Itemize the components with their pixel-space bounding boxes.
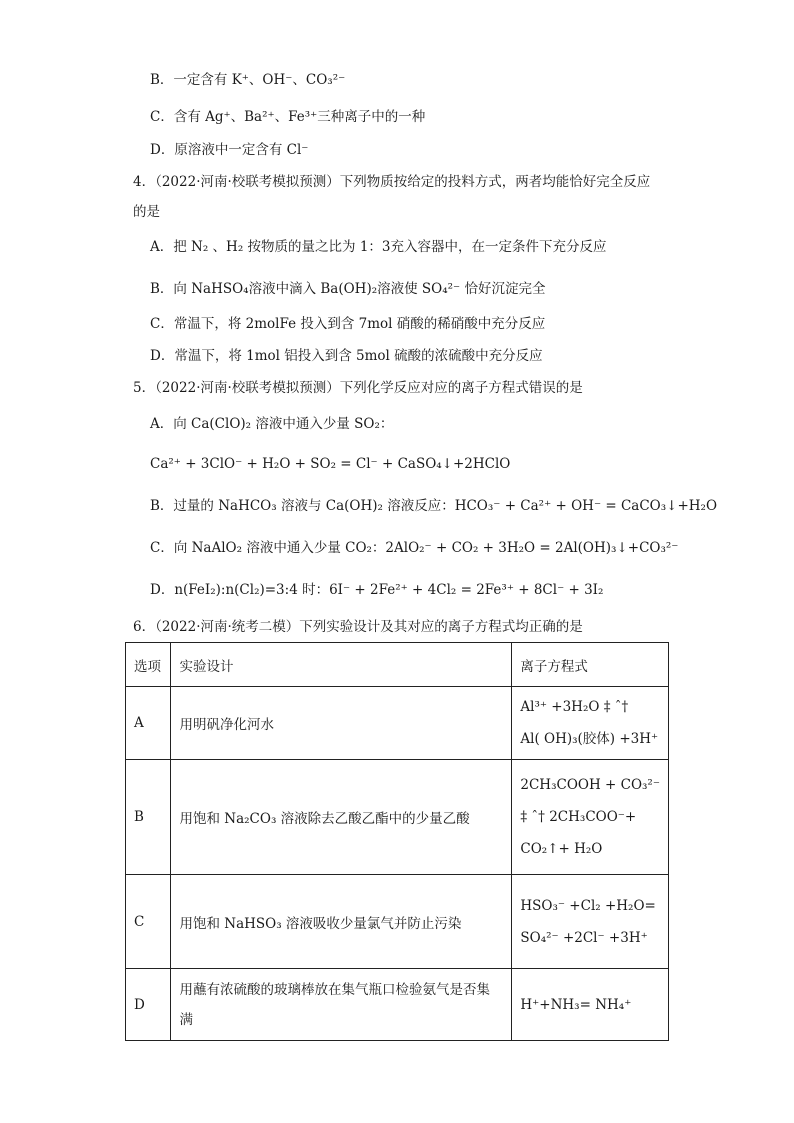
equation-line: SO₄²⁻ +2Cl⁻ +3H⁺	[520, 929, 648, 946]
q4-option-b: B．向 NaHSO₄溶液中滴入 Ba(OH)₂溶液使 SO₄²⁻ 恰好沉淀完全	[150, 281, 546, 297]
row-equation	[512, 760, 669, 875]
header-design: 实验设计	[171, 643, 512, 687]
q4-stem-line2: 的是	[133, 204, 160, 220]
q4-option-d: D．常温下，将 1mol 铝投入到含 5mol 硫酸的浓硫酸中充分反应	[150, 348, 543, 364]
equation-line: Al³⁺ +3H₂O ‡ ˆ†	[520, 699, 629, 715]
row-design: 用饱和 Na₂CO₃ 溶液除去乙酸乙酯中的少量乙酸	[171, 760, 512, 875]
row-design: 用明矾净化河水	[171, 687, 512, 760]
table-row	[126, 687, 669, 760]
equation-line: CO₂↑+ H₂O	[520, 841, 603, 857]
header-equation: 离子方程式	[512, 643, 669, 687]
q5-option-d: D．n(FeI₂):n(Cl₂)=3:4 时：6I⁻ + 2Fe²⁺ + 4Cl₂ = 2Fe³⁺ + 8Cl⁻ + 3I₂	[150, 582, 604, 598]
row-design	[171, 969, 512, 1041]
q3-option-c: C．含有 Ag⁺、Ba²⁺、Fe³⁺三种离子中的一种	[150, 109, 426, 125]
q5-stem: 5．（2022·河南·校联考模拟预测）下列化学反应对应的离子方程式错误的是	[133, 380, 583, 396]
row-equation	[512, 875, 669, 969]
row-equation: H⁺+NH₃= NH₄⁺	[512, 969, 669, 1041]
table-header-row	[126, 643, 669, 687]
q3-option-b: B．一定含有 K⁺、OH⁻、CO₃²⁻	[150, 72, 346, 88]
q4-option-a: A．把 N₂ 、H₂ 按物质的量之比为 1：3充入容器中，在一定条件下充分反应	[150, 239, 607, 255]
q5-option-c: C．向 NaAlO₂ 溶液中通入少量 CO₂：2AlO₂⁻ + CO₂ + 3H₂O = 2Al(OH)₃↓+CO₃²⁻	[150, 540, 679, 556]
equation-line: Al( OH)₃(胶体) +3H⁺	[520, 731, 659, 747]
row-option: D	[126, 969, 171, 1041]
row-option: A	[126, 687, 171, 760]
q5-option-a-equation: Ca²⁺ + 3ClO⁻ + H₂O + SO₂ = Cl⁻ + CaSO₄↓+2HClO	[150, 456, 511, 472]
equation-line: HSO₃⁻ +Cl₂ +H₂O=	[520, 897, 656, 914]
table-row	[126, 760, 669, 875]
row-design: 用饱和 NaHSO₃ 溶液吸收少量氯气并防止污染	[171, 875, 512, 969]
q4-option-c: C．常温下，将 2molFe 投入到含 7mol 硝酸的稀硝酸中充分反应	[150, 316, 546, 332]
table-row	[126, 875, 669, 969]
equation-line: 2CH₃COOH + CO₃²⁻	[520, 777, 660, 793]
q6-table	[125, 642, 669, 1041]
row-option: C	[126, 875, 171, 969]
row-option: B	[126, 760, 171, 875]
q3-option-d: D．原溶液中一定含有 Cl⁻	[150, 142, 309, 158]
design-line: 用蘸有浓硫酸的玻璃棒放在集气瓶口检验氨气是否集	[179, 981, 490, 998]
q5-option-b: B．过量的 NaHCO₃ 溶液与 Ca(OH)₂ 溶液反应：HCO₃⁻ + Ca²⁺ + OH⁻ = CaCO₃↓+H₂O	[150, 498, 718, 514]
row-equation	[512, 687, 669, 760]
q6-stem: 6．（2022·河南·统考二模）下列实验设计及其对应的离子方程式均正确的是	[133, 619, 583, 635]
design-line: 满	[179, 1011, 193, 1028]
header-option: 选项	[126, 643, 171, 687]
table-row	[126, 969, 669, 1041]
equation-line: ‡ ˆ† 2CH₃COO⁻+	[520, 809, 637, 825]
q4-stem-line1: 4．（2022·河南·校联考模拟预测）下列物质按给定的投料方式，两者均能恰好完全反应	[133, 174, 651, 190]
q5-option-a-text: A．向 Ca(ClO)₂ 溶液中通入少量 SO₂：	[150, 416, 394, 432]
